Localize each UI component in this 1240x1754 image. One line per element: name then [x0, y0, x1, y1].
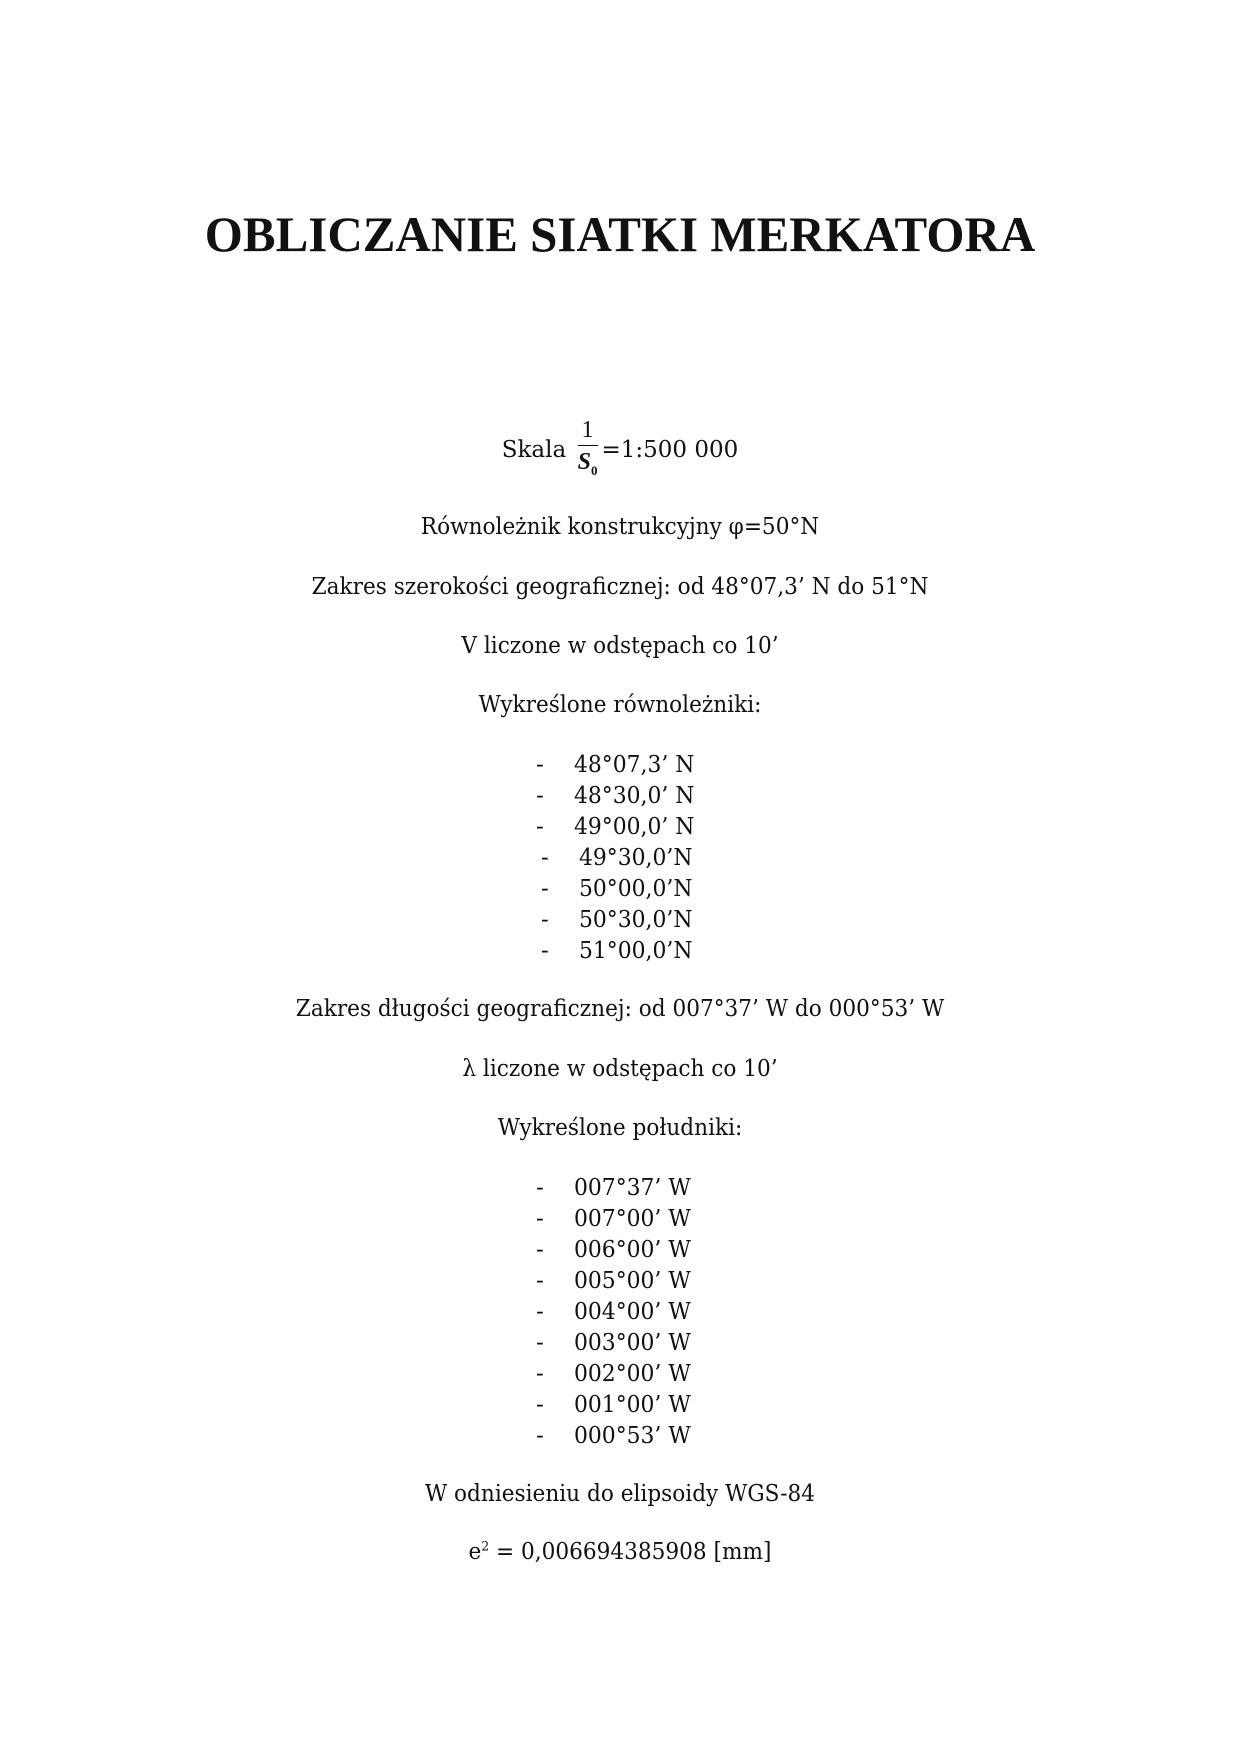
list-item — [0, 1361, 1240, 1391]
list-dash: - — [536, 1423, 544, 1449]
longitude-interval: λ liczone w odstępach co 10’ — [462, 1056, 778, 1082]
scale-fraction — [578, 415, 598, 487]
parallels-heading: Wykreślone równoleżniki: — [478, 692, 762, 718]
list-item — [0, 1206, 1240, 1236]
list-dash: - — [541, 876, 549, 902]
list-dash: - — [536, 1237, 544, 1263]
parallel-value: 50°30,0’N — [579, 907, 693, 933]
parallel-value: 48°30,0’ N — [574, 783, 695, 809]
list-dash: - — [536, 1330, 544, 1356]
page-title: OBLICZANIE SIATKI MERKATORA — [204, 206, 1036, 262]
meridian-value: 002°00’ W — [574, 1361, 691, 1387]
scale-label: Skala — [501, 436, 567, 463]
parallel-value: 50°00,0’N — [579, 876, 693, 902]
meridian-value: 006°00’ W — [574, 1237, 691, 1263]
list-dash: - — [536, 814, 544, 840]
meridian-value: 007°00’ W — [574, 1206, 691, 1232]
eccentricity-value: = 0,006694385908 [mm] — [489, 1539, 772, 1565]
list-item — [0, 845, 1240, 875]
latitude-interval: V liczone w odstępach co 10’ — [461, 633, 779, 659]
list-item — [0, 814, 1240, 844]
list-dash: - — [536, 1268, 544, 1294]
list-dash: - — [536, 752, 544, 778]
meridian-value: 007°37’ W — [574, 1175, 691, 1201]
list-dash: - — [541, 938, 549, 964]
list-item — [0, 1268, 1240, 1298]
list-dash: - — [536, 1299, 544, 1325]
list-dash: - — [536, 1392, 544, 1418]
meridian-value: 001°00’ W — [574, 1392, 691, 1418]
latitude-range: Zakres szerokości geograficznej: od 48°07,3’ N do 51°N — [311, 574, 929, 600]
eccentricity-symbol: e — [468, 1539, 482, 1565]
parallel-value: 49°00,0’ N — [574, 814, 695, 840]
meridian-value: 000°53’ W — [574, 1423, 691, 1449]
scale-denominator-symbol: S — [577, 449, 591, 475]
longitude-range: Zakres długości geograficznej: od 007°37’ W do 000°53’ W — [295, 996, 945, 1022]
list-item — [0, 876, 1240, 906]
meridian-value: 004°00’ W — [574, 1299, 691, 1325]
scale-denominator-subscript: 0 — [590, 462, 598, 478]
meridian-value: 003°00’ W — [574, 1330, 691, 1356]
scale-value: =1:500 000 — [601, 436, 739, 463]
scale-numerator: 1 — [578, 415, 598, 446]
ellipsoid-reference: W odniesieniu do elipsoidy WGS-84 — [424, 1481, 816, 1507]
list-item — [0, 907, 1240, 937]
parallel-value: 49°30,0’N — [579, 845, 693, 871]
eccentricity-line — [37, 1539, 1203, 1565]
list-dash: - — [536, 1175, 544, 1201]
parallel-value: 48°07,3’ N — [574, 752, 695, 778]
list-item — [0, 1330, 1240, 1360]
list-item — [0, 752, 1240, 782]
parallel-value: 51°00,0’N — [579, 938, 693, 964]
list-item — [0, 1175, 1240, 1205]
eccentricity-exponent: 2 — [481, 1539, 490, 1555]
list-item — [0, 783, 1240, 813]
list-item — [0, 1237, 1240, 1267]
list-dash: - — [541, 907, 549, 933]
construction-parallel: Równoleżnik konstrukcyjny φ=50°N — [420, 514, 820, 540]
scale-line — [0, 415, 1240, 487]
list-dash: - — [536, 1361, 544, 1387]
meridian-value: 005°00’ W — [574, 1268, 691, 1294]
list-item — [0, 1299, 1240, 1329]
meridians-heading: Wykreślone południki: — [497, 1115, 743, 1141]
list-dash: - — [536, 1206, 544, 1232]
list-item — [0, 938, 1240, 968]
list-item — [0, 1392, 1240, 1422]
list-dash: - — [536, 783, 544, 809]
list-dash: - — [541, 845, 549, 871]
list-item — [0, 1423, 1240, 1453]
scale-denominator — [578, 446, 598, 487]
